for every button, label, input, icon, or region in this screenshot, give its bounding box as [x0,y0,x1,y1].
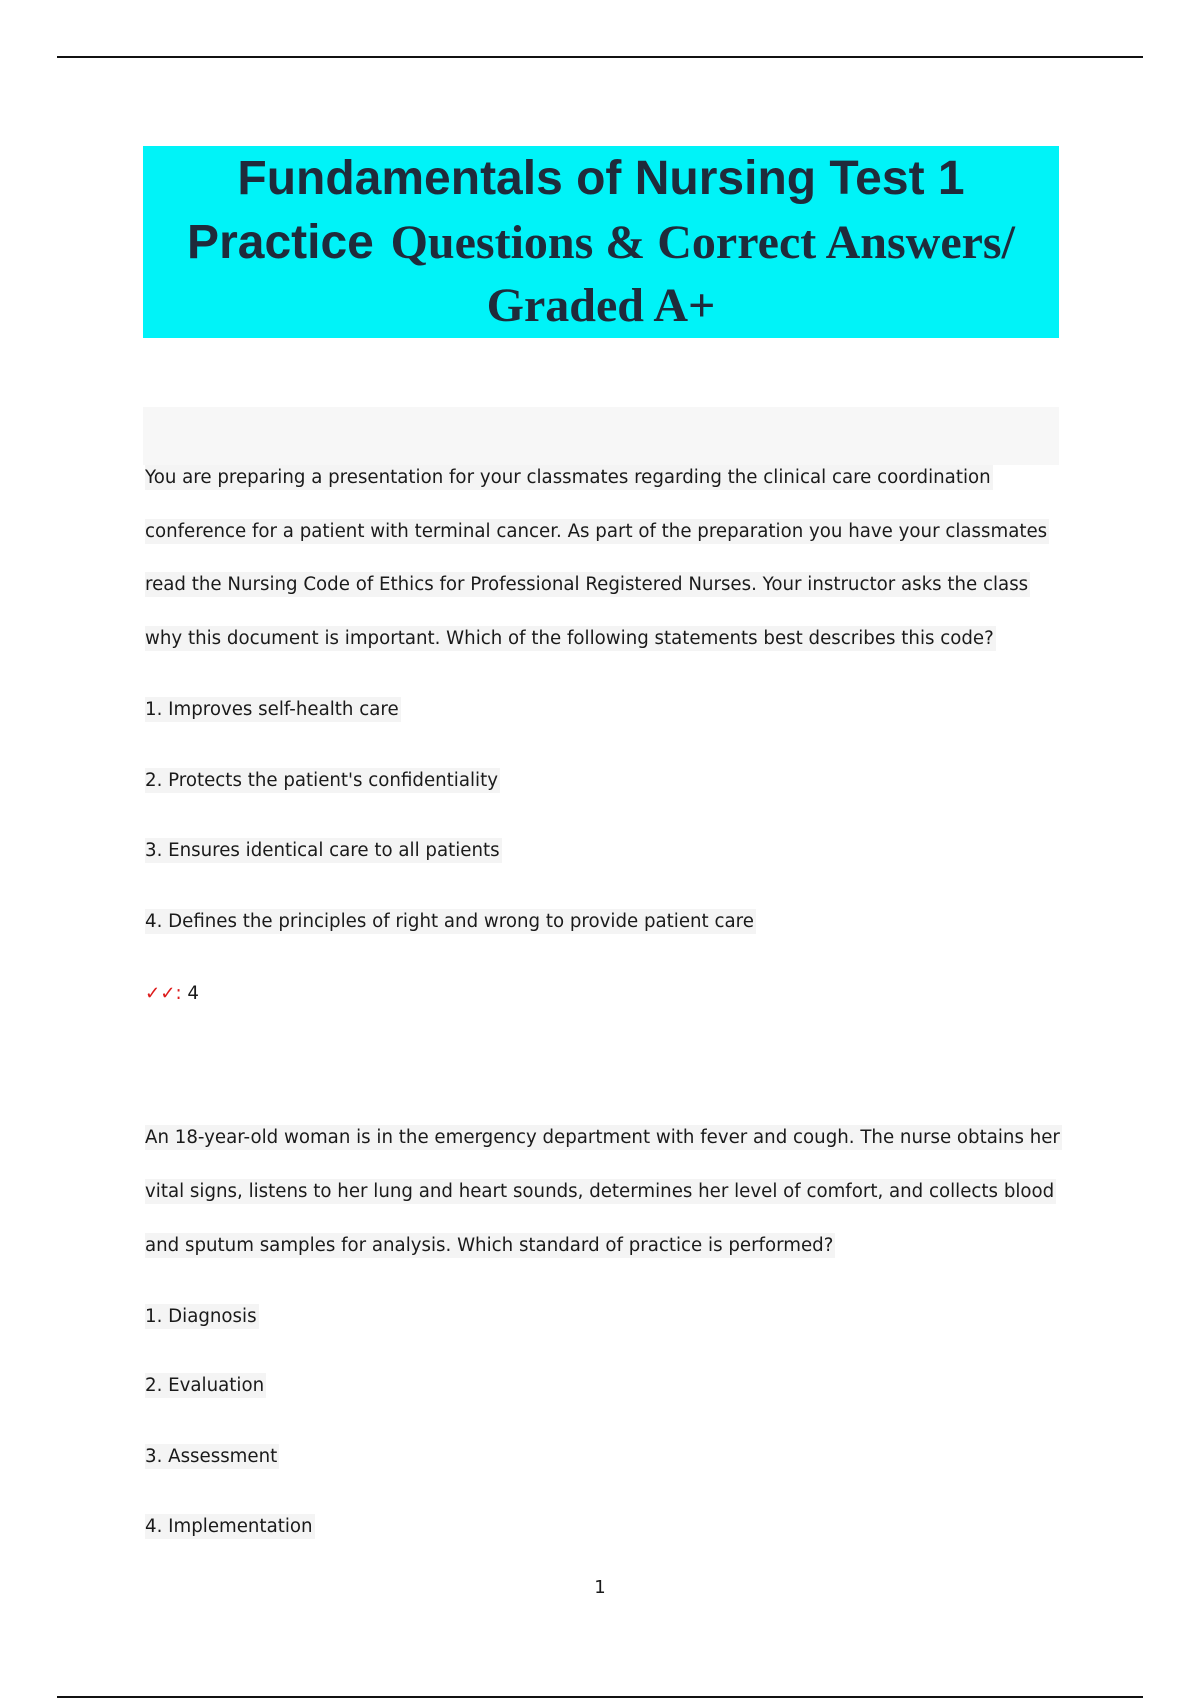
question-2-option-2: 2. Evaluation [145,1375,265,1396]
title-banner [143,146,1059,338]
top-rule [57,56,1143,58]
question-1-option-2: 2. Protects the patient's confidentiality [145,770,499,791]
question-2-option-1: 1. Diagnosis [145,1306,257,1327]
question-2-line-2: vital signs, listens to her lung and heart sounds, determines her level of comfort, and collects blood [145,1181,1055,1202]
title-line-2-rest: Questions & Correct Answers/ [390,216,1015,269]
question-2-option-4: 4. Implementation [145,1516,313,1537]
question-1-line-4: why this document is important. Which of the following statements best describes this code? [145,628,994,649]
answer-value: 4 [187,983,199,1004]
title-line-2 [143,210,1059,275]
question-1-answer [145,980,199,1008]
title-line-3: Graded A+ [486,279,716,332]
title-line-1: Fundamentals of Nursing Test 1 [237,152,965,205]
question-1-line-2: conference for a patient with terminal cancer. As part of the preparation you have your classmates [145,521,1048,542]
question-2-option-3: 3. Assessment [145,1446,278,1467]
question-1-line-3: read the Nursing Code of Ethics for Professional Registered Nurses. Your instructor asks the class [145,574,1029,595]
question-1-line-1: You are preparing a presentation for your classmates regarding the clinical care coordination [145,467,991,488]
checkmark-icon: ✓✓: [145,983,182,1004]
question-2-line-1: An 18-year-old woman is in the emergency department with fever and cough. The nurse obtains her [145,1127,1060,1148]
page-number: 1 [594,1577,606,1598]
question-1-option-3: 3. Ensures identical care to all patients [145,840,500,861]
question-1-option-4: 4. Defines the principles of right and wrong to provide patient care [145,911,754,932]
title-line-2-practice: Practice [187,216,374,269]
question-1-option-1: 1. Improves self-health care [145,699,399,720]
shaded-band [143,407,1059,465]
question-2-line-3: and sputum samples for analysis. Which standard of practice is performed? [145,1235,834,1256]
bottom-rule [57,1696,1143,1698]
